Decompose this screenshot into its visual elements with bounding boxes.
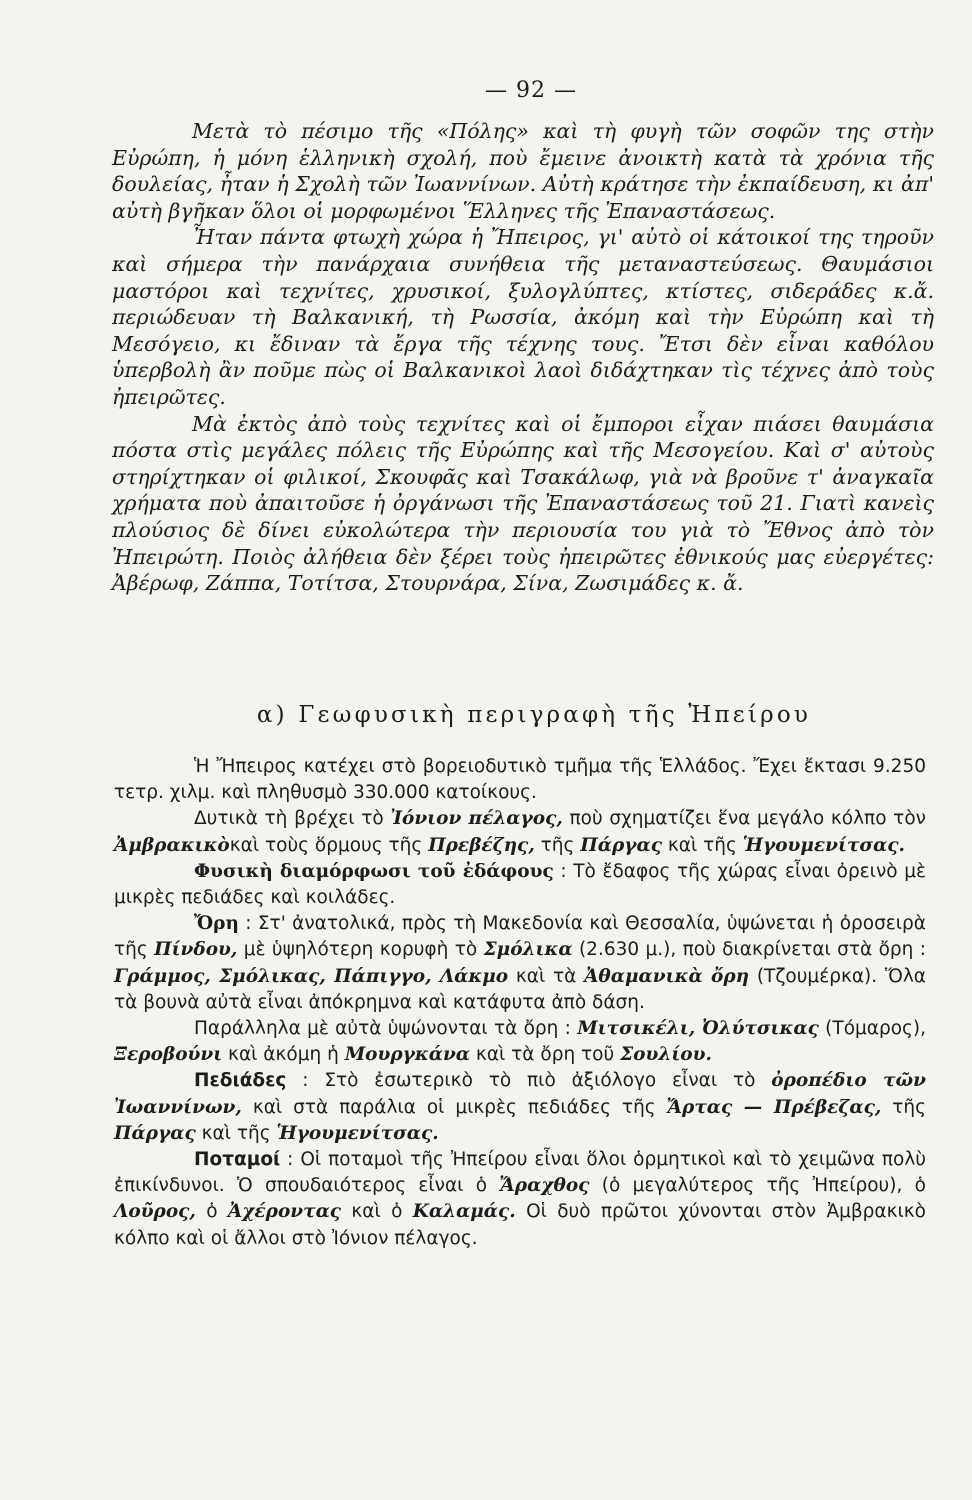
place-souli: Σουλίου. [620,1044,712,1066]
terrain-label: Φυσικὴ διαμόρφωσι τοῦ ἐδάφους [194,860,554,882]
place-acherontas: Ἀχέροντας [227,1201,342,1223]
place-louros: Λοῦρος, [114,1201,196,1223]
paragraph-plains [114,1068,926,1147]
page-number: — 92 — [485,78,577,103]
text-run: καὶ τῆς [662,834,743,856]
text-run: ποὺ σχηματίζει ἕνα μεγάλο κόλπο τὸν [562,808,926,830]
text-run: Οἱ δυὸ πρῶτοι χύνονται στὸν Ἀμβρακικὸ κόλπο καὶ οἱ ἄλλοι στὸ Ἰόνιον πέλαγος. [114,1201,926,1249]
place-parga: Πάργας [580,834,662,856]
paragraph-parallel-mountains [114,1016,926,1068]
text-run: καὶ ὁ [341,1201,413,1223]
place-mourgkana: Μουργκάνα [344,1044,471,1066]
text-run: τῆς [534,834,581,856]
place-amvrakikos: Ἀμβρακικὸ [114,834,230,856]
text-run: (ὁ μεγαλύτερος τῆς Ἠπείρου), ὁ [589,1175,926,1197]
rivers-label: Ποταμοί [194,1149,281,1171]
place-pindos: Πίνδου, [154,939,238,961]
paragraph-rivers [114,1147,926,1252]
place-preveza: Πρεβέζης, [428,834,535,856]
place-igoumenitsa: Ἡγουμενίτσας. [742,834,905,856]
text-run: μὲ ὑψηλότερη κορυφὴ τὸ [237,939,484,961]
place-xerovouni: Ξεροβούνι [114,1044,223,1066]
text-run: καὶ ἀκόμη ἡ [222,1044,345,1066]
paragraph-location: Ἡ Ἤπειρος κατέχει στὸ βορειοδυτικὸ τμῆμα τῆς Ἑλλάδος. Ἔχει ἔκτασι 9.250 τετρ. χιλμ. καὶ πληθυσμὸ 330.000 κατοίκους. [114,756,926,804]
place-parga: Πάργας [114,1122,196,1144]
paragraph-emigration: Ἦταν πάντα φτωχὴ χώρα ἡ Ἤπειρος, γι' αὐτὸ οἱ κάτοικοί της τηροῦν καὶ σήμερα τὴν πανάρχαια συνήθεια τῆς μεταναστεύσεως. Θαυμάσιοι μαστόροι καὶ τεχνίτες, χρυσικοί, ξυλογλύπτες, κτίστες, σιδεράδες κ.ἄ. περιώδευαν τὴ Βαλκανική, τὴ Ρωσσία, ἀκόμη καὶ τὴν Εὐρώπη καὶ τὴ Μεσόγειο, κι ἔδιναν τὰ ἔργα τῆς τέχνης τους. Ἔτσι δὲν εἶναι καθόλου ὑπερβολὴ ἂν ποῦμε πὼς οἱ Βαλκανικοὶ λαοὶ διδάχτηκαν τὶς τέχνες ἀπὸ τοὺς ἠπειρῶτες. [112,225,934,409]
text-run: καὶ τῆς [195,1122,277,1144]
text-run: : Οἱ ποταμοὶ τῆς Ἠπείρου εἶναι ὅλοι ὁρμητικοὶ καὶ τὸ χειμῶνα πολὺ ἐπικίνδυνοι. Ὁ σπουδαιότερος εἶναι ὁ [114,1149,926,1197]
paragraph-merchants: Μὰ ἐκτὸς ἀπὸ τοὺς τεχνίτες καὶ οἱ ἔμποροι εἶχαν πιάσει θαυμάσια πόστα στὶς μεγάλες πόλεις τῆς Εὐρώπης καὶ τῆς Μεσογείου. Καὶ σ' αὐτοὺς στηρίχτηκαν οἱ φιλικοί, Σκουφᾶς καὶ Τσακάλωφ, γιὰ νὰ βροῦνε τ' ἀναγκαῖα χρήματα ποὺ ἀπαιτοῦσε ἡ ὀργάνωσι τῆς Ἐπαναστάσεως τοῦ 21. Γιατὶ κανεὶς πλούσιος δὲ δίνει εὐκολώτερα τὴν περιουσία του γιὰ τὸ Ἔθνος ἀπὸ τὸν Ἠπειρώτη. Ποιὸς ἀλήθεια δὲν ξέρει τοὺς ἠπειρῶτες ἐθνικούς μας εὐεργέτες: Ἀβέρωφ, Ζάππα, Τοτίτσα, Στουρνάρα, Σίνα, Ζωσιμάδες κ. ἄ. [112,411,934,596]
paragraph-school-ioannina: Μετὰ τὸ πέσιμο τῆς «Πόλης» καὶ τὴ φυγὴ τῶν σοφῶν της στὴν Εὐρώπη, ἡ μόνη ἑλληνικὴ σχολή, ποὺ ἔμεινε ἀνοικτὴ κατὰ τὰ χρόνια τῆς δουλείας, ἦταν ἡ Σχολὴ τῶν Ἰωαννίνων. Αὐτὴ κράτησε τὴν ἐκπαίδευση, κι ἀπ' αὐτὴ βγῆκαν ὅλοι οἱ μορφωμένοι Ἕλληνες τῆς Ἐπαναστάσεως. [112,119,934,223]
text-run: : Τὸ ἔδαφος τῆς χώρας εἶναι ὀρεινὸ μὲ μικρὲς πεδιάδες καὶ κοιλάδες. [114,860,926,909]
plains-label: Πεδιάδες [194,1070,287,1092]
geography-section [114,754,926,1252]
mountains-label: Ὄρη [194,913,239,935]
place-arachthos: Ἄραχθος [499,1175,590,1197]
place-athamanika: Ἀθαμανικὰ ὄρη [584,965,750,987]
text-run: ὁ [195,1201,228,1223]
paragraph-terrain [114,859,926,911]
place-mitsikeli: Μιτσικέλι, Ὀλύτσικας [577,1018,819,1040]
place-ioannina-plateau: ὀροπέδιο τῶν Ἰωαννίνων, [114,1070,926,1118]
text-run: Δυτικὰ τὴ βρέχει τὸ [194,808,391,830]
paragraph-coast [114,806,926,858]
text-run: (2.630 μ.), ποὺ διακρίνεται στὰ ὄρη : [572,939,927,961]
text-run: τῆς [881,1096,927,1118]
text-run: καὶ τὰ [508,965,585,987]
text-run: καὶ στὰ παράλια οἱ μικρὲς πεδιάδες τῆς [241,1096,667,1118]
text-run: καὶ τὰ ὄρη τοῦ [470,1044,621,1066]
place-igoumenitsa: Ἡγουμενίτσας. [276,1122,439,1144]
place-smolikas: Σμόλικα [483,939,573,961]
text-run: καὶ τοὺς ὅρμους τῆς [229,834,429,856]
place-arta-preveza: Ἄρτας — Πρέβεζας, [666,1096,882,1118]
text-run: Παράλληλα μὲ αὐτὰ ὑψώνονται τὰ ὄρη : [194,1018,578,1040]
history-section [112,118,934,597]
section-heading: α) Γεωφυσικὴ περιγραφὴ τῆς Ἠπείρου [256,702,812,728]
place-mountain-list: Γράμμος, Σμόλικας, Πάπιγγο, Λάκμο [114,965,509,987]
place-kalamas: Καλαμάς. [412,1201,516,1223]
text-run: (Τόμαρος), [818,1018,927,1040]
paragraph-mountains [114,911,926,1016]
text-run: (Τζουμέρκα). Ὅλα τὰ βουνὰ αὐτὰ εἶναι ἀπόκρημνα καὶ κατάφυτα ἀπὸ δάση. [114,965,926,1013]
text-run: : Στ' ἀνατολικά, πρὸς τὴ Μακεδονία καὶ Θεσσαλία, ὑψώνεται ἡ ὀροσειρὰ τῆς [114,913,926,961]
place-ionian-sea: Ἰόνιον πέλαγος, [390,808,563,830]
text-run: : Στὸ ἐσωτερικὸ τὸ πιὸ ἀξιόλογο εἶναι τὸ [286,1070,772,1092]
